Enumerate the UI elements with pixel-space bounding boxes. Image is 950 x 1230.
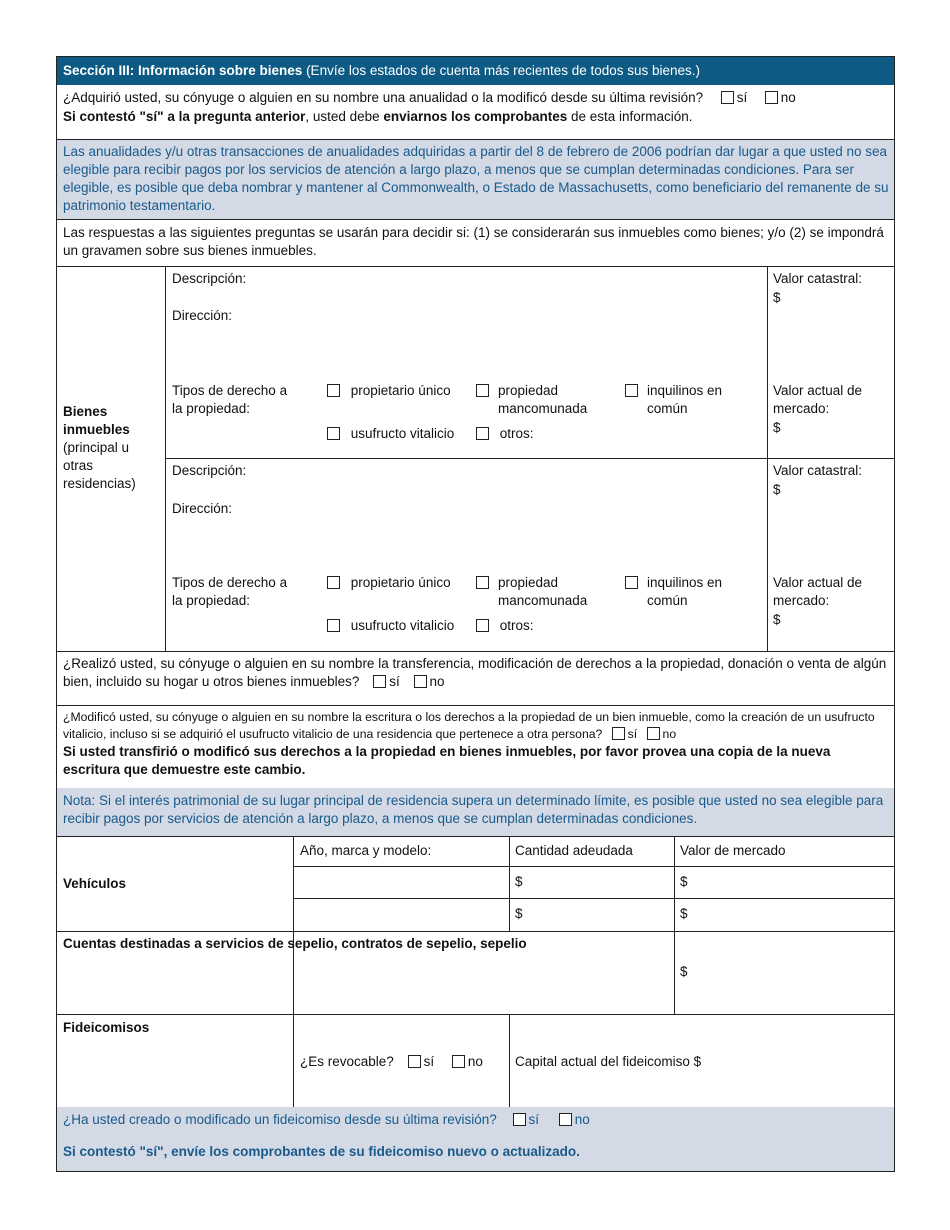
trust-question-yes-checkbox[interactable]: [513, 1113, 526, 1126]
property-1-market-dollar[interactable]: $: [773, 420, 781, 435]
trusts-label: Fideicomisos: [63, 1020, 150, 1035]
trust-question-row: [63, 1111, 590, 1129]
property-1-market-value: Valor actual de mercado:: [773, 383, 863, 416]
property-1-tenants-checkbox[interactable]: [625, 384, 638, 397]
deed-question: ¿Modificó usted, su cónyuge o alguien en su nombre la escritura o los derechos a la propiedad de un bien inmueble, como la creación de un usufructo vitalicio, incluso si se adquirió el usufructo vitalicio de una residencia que pertenece a otra persona?: [63, 710, 875, 741]
property-2-life-estate-checkbox[interactable]: [327, 619, 340, 632]
annuity-info: Las anualidades y/u otras transacciones de anualidades adquiridas a partir del 8 de febrero de 2006 podrían dar lugar a que usted no sea elegible para recibir pagos por los servicios de atención a largo plazo, a menos que se cumplan determinadas condiciones. Para ser elegible, es posible que deba nombrar y mantener al Commonwealth, o Estado de Massachusetts, como beneficiario del remanente de su patrimonio testamentario.: [63, 144, 889, 213]
annuity-note-mid: , usted debe: [305, 109, 384, 124]
property-2-description: Descripción:: [172, 463, 247, 478]
vehicles-col-value: Valor de mercado: [680, 843, 786, 858]
property-2-sole-owner-checkbox[interactable]: [327, 576, 340, 589]
property-2-market-dollar[interactable]: $: [773, 612, 781, 627]
property-1-tenants-label: inquilinos en común: [647, 383, 723, 416]
section-title: Sección III: Información sobre bienes: [63, 63, 303, 78]
vehicles-col-owed: Cantidad adeudada: [515, 843, 633, 858]
deed-question-row: [63, 709, 895, 743]
annuity-no-checkbox[interactable]: [765, 91, 778, 104]
property-1-others-label: otros:: [499, 426, 534, 441]
property-2-market-value: Valor actual de mercado:: [773, 575, 863, 608]
annuity-question-row: [63, 89, 796, 107]
real-estate-intro: Las respuestas a las siguientes preguntas se usarán para decidir si: (1) se considerarán sus inmuebles como bienes; y/o (2) se impondrá un gravamen sobre sus bienes inmuebles.: [63, 225, 884, 258]
annuity-note: [63, 108, 693, 126]
annuity-yes-label: sí: [736, 90, 748, 105]
deed-no-checkbox[interactable]: [647, 727, 660, 740]
burial-label: Cuentas destinadas a servicios de sepelio, contratos de sepelio, sepelio: [63, 936, 527, 951]
property-2-assessed-value: Valor catastral:: [773, 463, 863, 478]
vehicle-2-owed-field[interactable]: $: [515, 906, 523, 921]
vehicles-label: Vehículos: [63, 876, 127, 891]
property-1-address: Dirección:: [172, 308, 233, 323]
trust-revocable-row: [300, 1053, 483, 1071]
annuity-note-bold1: Si contestó "sí" a la pregunta anterior: [63, 109, 306, 124]
burial-value-field[interactable]: $: [680, 964, 688, 979]
annuity-question: ¿Adquirió usted, su cónyuge o alguien en su nombre una anualidad o la modificó desde su última revisión?: [63, 90, 704, 105]
deed-no-label: no: [662, 727, 677, 741]
property-1-assessed-dollar[interactable]: $: [773, 290, 781, 305]
property-1-sole-owner-label: propietario único: [350, 383, 451, 398]
transfer-no-checkbox[interactable]: [414, 675, 427, 688]
vehicle-2-value-field[interactable]: $: [680, 906, 688, 921]
property-1-description: Descripción:: [172, 271, 247, 286]
property-1-sole-owner-checkbox[interactable]: [327, 384, 340, 397]
trust-revocable-label: ¿Es revocable?: [300, 1054, 394, 1069]
trust-question: ¿Ha usted creado o modificado un fideicomiso desde su última revisión?: [63, 1112, 497, 1127]
trust-bold-note: Si contestó "sí", envíe los comprobantes de su fideicomiso nuevo o actualizado.: [63, 1144, 580, 1159]
annuity-note-end: de esta información.: [567, 109, 693, 124]
property-2-address: Dirección:: [172, 501, 233, 516]
trust-question-no-label: no: [574, 1112, 590, 1127]
property-2-sole-owner-label: propietario único: [350, 575, 451, 590]
property-1-life-estate-checkbox[interactable]: [327, 427, 340, 440]
real-estate-label: [63, 403, 158, 493]
trust-principal-field[interactable]: Capital actual del fideicomiso $: [515, 1054, 702, 1069]
property-2-others-label: otros:: [499, 618, 534, 633]
transfer-no-label: no: [429, 674, 445, 689]
annuity-yes-checkbox[interactable]: [721, 91, 734, 104]
deed-yes-label: sí: [627, 727, 638, 741]
deed-info-box: [57, 788, 894, 836]
trust-revocable-no-checkbox[interactable]: [452, 1055, 465, 1068]
annuity-info-box: [57, 140, 894, 219]
trust-question-yes-label: sí: [528, 1112, 540, 1127]
trust-question-no-checkbox[interactable]: [559, 1113, 572, 1126]
property-2-assessed-dollar[interactable]: $: [773, 482, 781, 497]
section-subtitle: (Envíe los estados de cuenta más recientes de todos sus bienes.): [302, 63, 701, 78]
trust-revocable-yes-checkbox[interactable]: [408, 1055, 421, 1068]
deed-yes-checkbox[interactable]: [612, 727, 625, 740]
deed-info: Nota: Si el interés patrimonial de su lugar principal de residencia supera un determinado límite, es posible que usted no sea elegible para recibir pagos por servicios de atención a largo plazo, a menos que se cumplan determinadas condiciones.: [63, 793, 884, 826]
deed-bold-note: Si usted transfirió o modificó sus derechos a la propiedad en bienes inmuebles, por favor provea una copia de la nueva escritura que demuestre este cambio.: [63, 744, 831, 777]
property-2-tenants-label: inquilinos en común: [647, 575, 723, 608]
transfer-yes-checkbox[interactable]: [373, 675, 386, 688]
real-estate-label-bold: Bienes inmuebles: [63, 404, 130, 437]
asset-information-form: [56, 56, 895, 1172]
trust-question-box: [57, 1107, 894, 1171]
vehicle-1-owed-field[interactable]: $: [515, 874, 523, 889]
transfer-question: ¿Realizó usted, su cónyuge o alguien en su nombre la transferencia, modificación de derechos a la propiedad, donación o venta de algún bien, incluido su hogar u otros bienes inmuebles?: [63, 656, 887, 689]
vehicles-col-model: Año, marca y modelo:: [300, 843, 432, 858]
property-1-joint-label: propiedad mancomunada: [498, 383, 588, 416]
property-2-joint-label: propiedad mancomunada: [498, 575, 588, 608]
property-2-others-checkbox[interactable]: [476, 619, 489, 632]
trust-revocable-no-label: no: [467, 1054, 483, 1069]
annuity-note-bold2: enviarnos los comprobantes: [383, 109, 568, 124]
real-estate-label-rest: (principal u otras residencias): [63, 440, 136, 491]
vehicle-1-value-field[interactable]: $: [680, 874, 688, 889]
transfer-question-row: [63, 655, 888, 691]
vehicle-1-model-field[interactable]: [294, 867, 509, 898]
vehicle-2-model-field[interactable]: [294, 899, 509, 931]
property-1-life-estate-label: usufructo vitalicio: [350, 426, 455, 441]
property-1-joint-checkbox[interactable]: [476, 384, 489, 397]
annuity-no-label: no: [780, 90, 796, 105]
transfer-yes-label: sí: [389, 674, 400, 689]
trust-revocable-yes-label: sí: [423, 1054, 435, 1069]
property-2-tenants-checkbox[interactable]: [625, 576, 638, 589]
property-1-others-checkbox[interactable]: [476, 427, 489, 440]
section-header: [57, 57, 894, 85]
property-2-ownership-types: Tipos de derecho a la propiedad:: [172, 575, 288, 608]
property-2-life-estate-label: usufructo vitalicio: [350, 618, 455, 633]
property-2-joint-checkbox[interactable]: [476, 576, 489, 589]
property-1-assessed-value: Valor catastral:: [773, 271, 863, 286]
property-1-ownership-types: Tipos de derecho a la propiedad:: [172, 383, 288, 416]
